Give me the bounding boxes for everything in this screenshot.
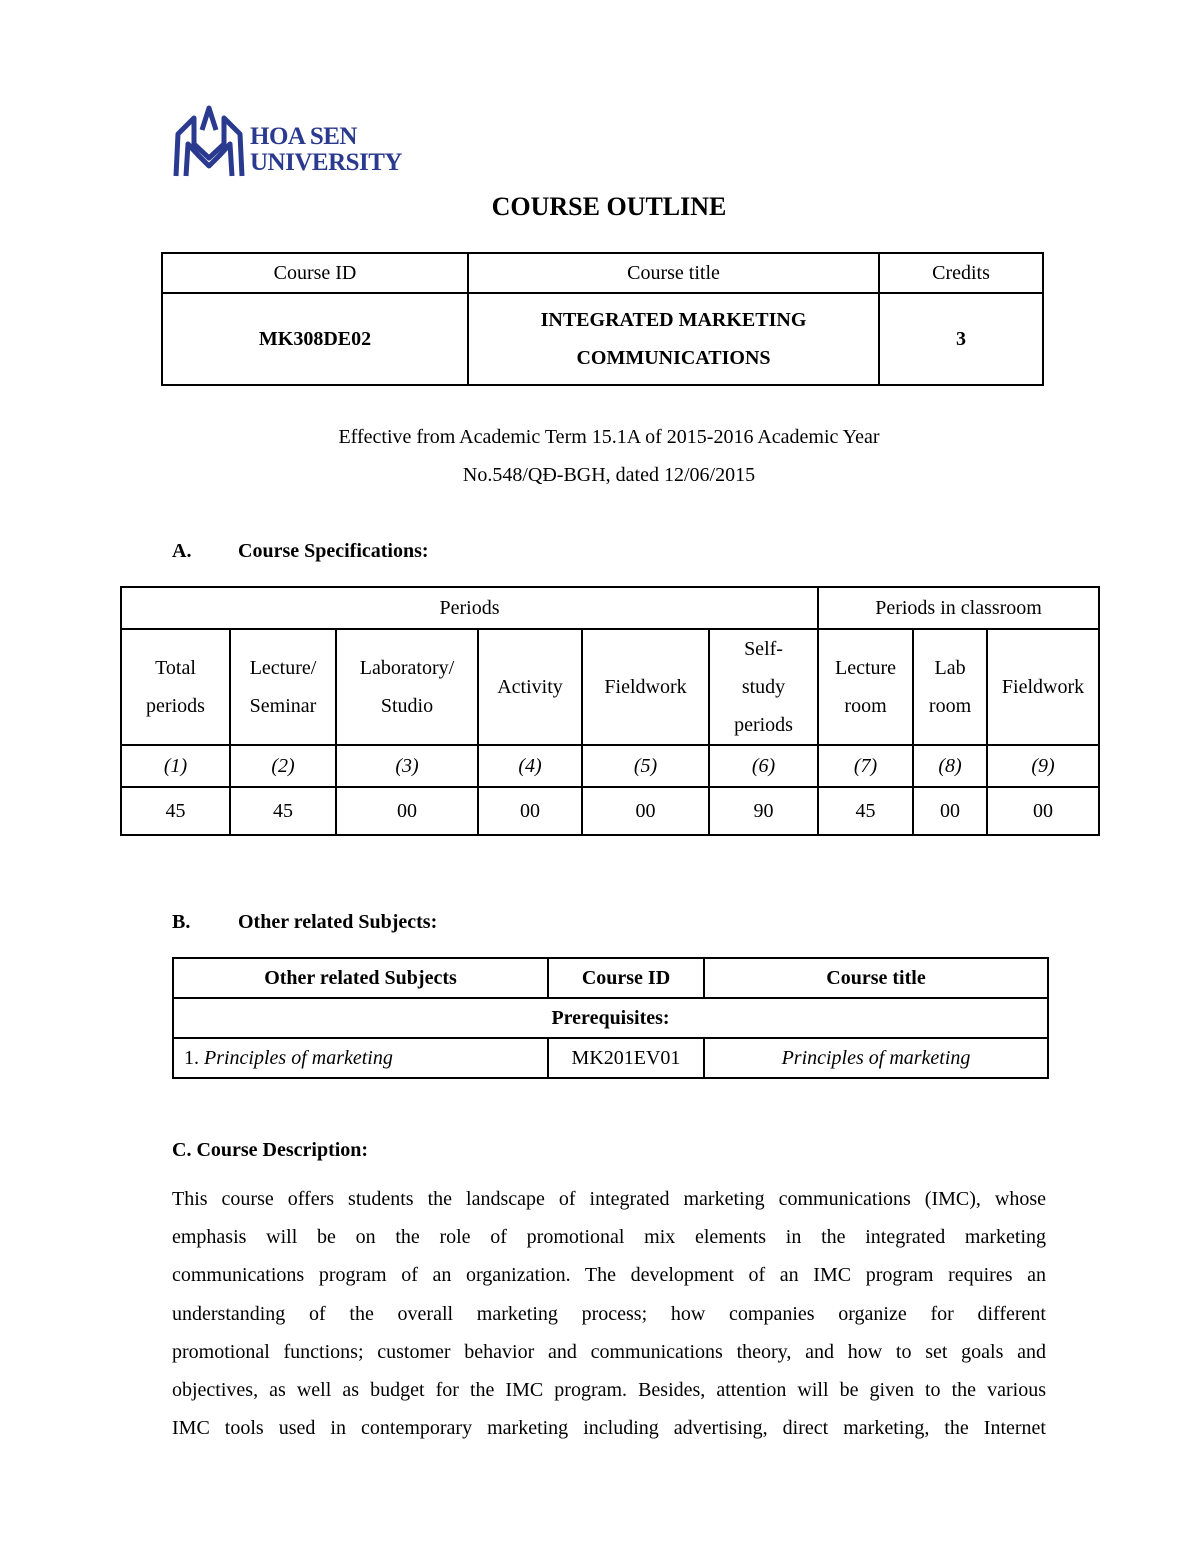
col-2-line-1: Lecture/ xyxy=(249,657,317,679)
group-periods: Periods xyxy=(121,587,818,629)
header-credits: Credits xyxy=(879,253,1043,293)
prereq-number: 1. xyxy=(184,1046,199,1069)
col-8-line-1: Lab xyxy=(934,657,966,679)
header-related-course-id: Course ID xyxy=(548,958,704,998)
description-line-3: communications program of an organization. The development of an IMC program requires an xyxy=(172,1264,1046,1287)
logo-line-2: UNIVERSITY xyxy=(250,149,402,176)
col-1-line-1: Total xyxy=(155,657,196,679)
related-subjects-table xyxy=(172,957,1049,1079)
col-7-line-1: Lecture xyxy=(834,657,897,679)
value-4: 00 xyxy=(478,787,582,835)
value-5: 00 xyxy=(582,787,709,835)
prerequisites-label: Prerequisites: xyxy=(173,998,1048,1038)
col-7-line-2: room xyxy=(844,695,887,717)
section-b-title: Other related Subjects: xyxy=(238,911,438,933)
col-2-line-2: Seminar xyxy=(249,695,317,717)
number-1: (1) xyxy=(121,745,230,787)
prereq-subject xyxy=(173,1038,548,1078)
prereq-course-title-text: Principles of marketing xyxy=(781,1046,971,1069)
col-6-line-1: Self- xyxy=(744,638,783,660)
col-4-line-1: Activity xyxy=(497,676,563,698)
header-course-title: Course title xyxy=(468,253,879,293)
course-id-value: MK308DE02 xyxy=(162,293,468,385)
col-3-line-2: Studio xyxy=(380,695,434,717)
col-1-line-2: periods xyxy=(146,695,205,717)
description-line-1: This course offers students the landscape of integrated marketing communications (IMC), whose xyxy=(172,1188,1046,1210)
value-9: 00 xyxy=(987,787,1099,835)
value-2: 45 xyxy=(230,787,336,835)
col-activity xyxy=(478,629,582,745)
course-title-line-2: COMMUNICATIONS xyxy=(576,347,771,369)
number-3: (3) xyxy=(336,745,478,787)
col-classroom-fieldwork xyxy=(987,629,1099,745)
col-9-line-1: Fieldwork xyxy=(1001,676,1085,698)
col-lab-room xyxy=(913,629,987,745)
course-info-table xyxy=(161,252,1044,386)
course-specifications-table xyxy=(120,586,1100,836)
value-3: 00 xyxy=(336,787,478,835)
section-b-heading xyxy=(172,911,437,934)
course-title-value xyxy=(468,293,879,385)
lotus-logo-icon xyxy=(172,104,246,180)
col-total-periods xyxy=(121,629,230,745)
value-1: 45 xyxy=(121,787,230,835)
col-3-line-1: Laboratory/ xyxy=(359,657,455,679)
course-description xyxy=(172,1180,1046,1447)
number-6: (6) xyxy=(709,745,818,787)
col-self-study-periods xyxy=(709,629,818,745)
header-course-id: Course ID xyxy=(162,253,468,293)
number-8: (8) xyxy=(913,745,987,787)
col-fieldwork xyxy=(582,629,709,745)
col-lecture-room xyxy=(818,629,913,745)
header-related-subjects: Other related Subjects xyxy=(173,958,548,998)
value-6: 90 xyxy=(709,787,818,835)
col-8-line-2: room xyxy=(928,695,972,717)
credits-value: 3 xyxy=(879,293,1043,385)
value-7: 45 xyxy=(818,787,913,835)
description-line-5: promotional functions; customer behavior and communications theory, and how to set goals and xyxy=(172,1340,1046,1363)
number-4: (4) xyxy=(478,745,582,787)
section-a-heading xyxy=(172,540,429,563)
effective-line-1: Effective from Academic Term 15.1A of 2015-2016 Academic Year xyxy=(338,426,880,448)
number-9: (9) xyxy=(987,745,1099,787)
col-lecture-seminar xyxy=(230,629,336,745)
course-title-line-1: INTEGRATED MARKETING xyxy=(540,309,807,331)
col-5-line-1: Fieldwork xyxy=(604,676,687,698)
logo-text xyxy=(250,124,402,176)
page-title: COURSE OUTLINE xyxy=(491,192,727,221)
col-laboratory-studio xyxy=(336,629,478,745)
value-8: 00 xyxy=(913,787,987,835)
number-2: (2) xyxy=(230,745,336,787)
section-a-title: Course Specifications: xyxy=(238,540,429,562)
number-7: (7) xyxy=(818,745,913,787)
effective-line-2: No.548/QĐ-BGH, dated 12/06/2015 xyxy=(462,464,756,486)
description-line-2: emphasis will be on the role of promotional mix elements in the integrated marketing xyxy=(172,1226,1046,1249)
university-logo xyxy=(172,104,402,180)
logo-line-1: HOA SEN xyxy=(250,123,357,150)
header-related-course-title: Course title xyxy=(704,958,1048,998)
col-6-line-3: periods xyxy=(734,714,793,736)
section-b-letter: B. xyxy=(172,911,191,933)
section-a-letter: A. xyxy=(172,540,192,562)
col-6-line-2: study xyxy=(741,676,786,698)
prereq-subject-name: Principles of marketing xyxy=(204,1046,393,1069)
prereq-course-title xyxy=(704,1038,1048,1078)
description-line-6: objectives, as well as budget for the IMC program. Besides, attention will be given to the various xyxy=(172,1379,1046,1402)
description-line-7: IMC tools used in contemporary marketing including advertising, direct marketing, the Internet xyxy=(172,1417,1046,1440)
number-5: (5) xyxy=(582,745,709,787)
prereq-course-id: MK201EV01 xyxy=(548,1038,704,1078)
section-c-heading: C. Course Description: xyxy=(172,1139,369,1161)
group-periods-in-classroom: Periods in classroom xyxy=(818,587,1099,629)
description-line-4: understanding of the overall marketing process; how companies organize for different xyxy=(172,1302,1046,1325)
